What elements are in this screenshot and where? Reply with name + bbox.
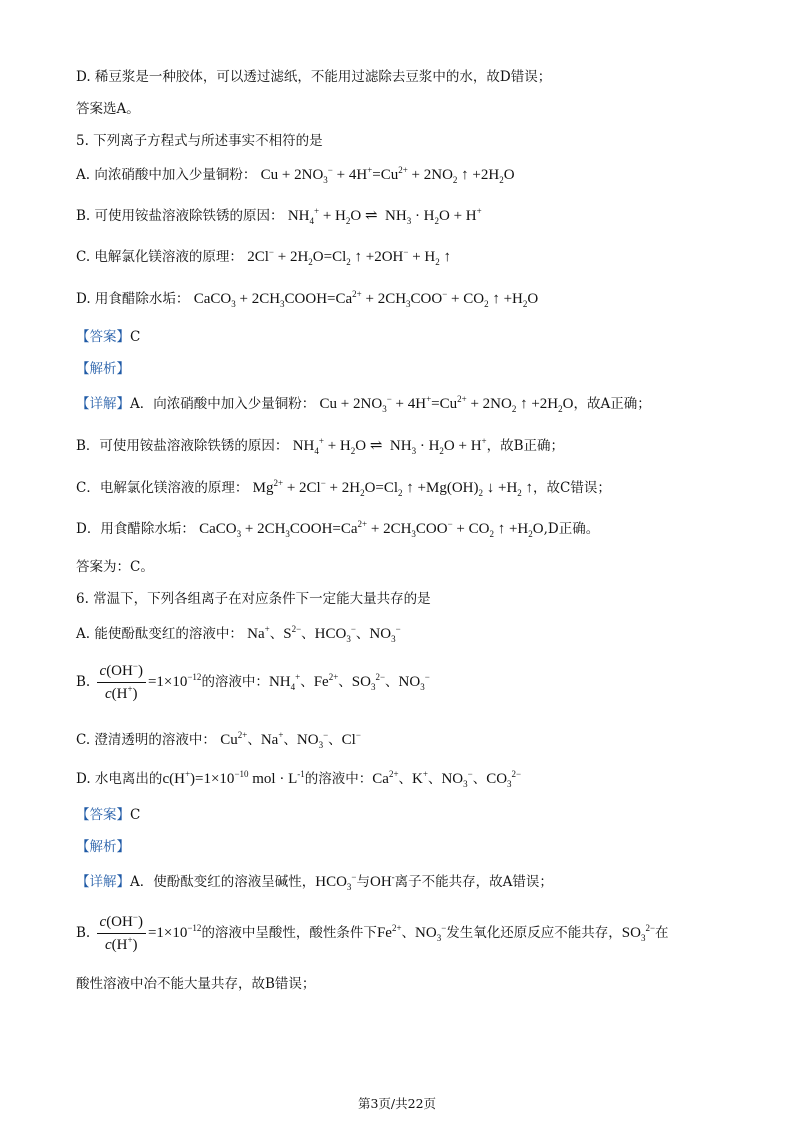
q5-option-d: D. 用食醋除水垢： CaCO$_3$ + $2CH_3COOH=Ca^{2+} + 2CH_3COO^- + CO_2$ ↑ $+H_2O$ <box>76 289 539 309</box>
q5-detail-b: B．可使用铵盐溶液除铁锈的原因： $NH_4^+ + H_2O$ ⇌ $NH_3 \cdot H_2O + H^+$，故B正确； <box>76 436 565 456</box>
q6-detail-b: B. $\frac{c(OH^-)}{c(H^+)}$ $=1\times 10^{-12}$的溶液中呈酸性，酸性条件下$Fe^{2+}$、$NO_3^-$发生氧化还原反应不能共存，$SO_3^{2-}$在 <box>76 912 669 953</box>
q5-detail-a: 【详解】A．向浓硝酸中加入少量铜粉： $Cu + 2NO_3^- + 4H^+=Cu^{2+} + 2NO_2$ ↑ $+2H_2O$，故A正确； <box>76 394 651 414</box>
q4-answer-line: 答案选A。 <box>76 101 140 117</box>
q4-option-d: D. 稀豆浆是一种胶体，可以透过滤纸，不能用过滤除去豆浆中的水，故D错误； <box>76 69 552 85</box>
q5-equation-c: $2Cl^- + 2H_2O=Cl_2$ ↑ $+2OH^- + H_2$ ↑ <box>247 247 452 267</box>
q5-equation-d: CaCO$_3$ + $2CH_3COOH=Ca^{2+} + 2CH_3COO^- + CO_2$ ↑ $+H_2O$ <box>193 289 539 309</box>
q5-option-c: C. 电解氯化镁溶液的原理： $2Cl^- + 2H_2O=Cl_2$ ↑ $+2OH^- + H_2$ ↑ <box>76 247 452 267</box>
q6-analysis-tag: 【解析】 <box>76 839 130 855</box>
q6-detail-a: 【详解】A．使酚酞变红的溶液呈碱性，$HCO_3^-$与OH-离子不能共存，故A错误； <box>76 872 553 892</box>
q5-stem: 5. 下列离子方程式与所述事实不相符的是 <box>76 133 323 149</box>
q5-detail-c: C．电解氯化镁溶液的原理： $Mg^{2+} + 2Cl^- + 2H_2O=Cl_2$ ↑ $+Mg(OH)_2$ ↓ $+H_2$ ↑，故C错误； <box>76 478 611 498</box>
oh-over-h-fraction: $\frac{c(OH^-)}{c(H^+)}$ <box>97 661 146 704</box>
q5-detail-d: D．用食醋除水垢： CaCO$_3$ + $2CH_3COOH=Ca^{2+} + 2CH_3COO^- + CO_2$ ↑ $+H_2O,D$正确。 <box>76 519 600 539</box>
q6-option-d: D. 水电离出的$c(H^+)=1\times 10^{-10}$ mol · $L^{-1}$的溶液中：$Ca^{2+}$、K+、$NO_3^-$、$CO_3^{2-}$ <box>76 769 522 789</box>
detail-oh-over-h-fraction: $\frac{c(OH^-)}{c(H^+)}$ <box>97 912 146 955</box>
q5-equation-a: $Cu + 2NO_3^- + 4H^+=Cu^{2+} + 2NO_2$ ↑ $+2H_2O$ <box>260 165 515 185</box>
q5-option-a: A. 向浓硝酸中加入少量铜粉： $Cu + 2NO_3^- + 4H^+=Cu^{2+} + 2NO_2$ ↑ $+2H_2O$ <box>76 165 515 185</box>
q6-option-b: B. $\frac{c(OH^-)}{c(H^+)}$ $=1\times 10^{-12}$的溶液中：$NH_4^+$、$Fe^{2+}$、$SO_3^{2-}$、$NO_3^-$ <box>76 661 430 702</box>
page-footer: 第3页/共22页 <box>357 1096 437 1111</box>
q6-option-a: A. 能使酚酞变红的溶液中： Na+、$S^{2-}$、$HCO_3^-$、$NO_3^-$ <box>76 624 401 644</box>
q5-analysis-tag: 【解析】 <box>76 361 130 377</box>
q6-answer: 【答案】C <box>76 807 141 823</box>
q5-option-b: B. 可使用铵盐溶液除铁锈的原因： $NH_4^+ + H_2O$ ⇌ $NH_3 \cdot H_2O + H^+$ <box>76 206 482 226</box>
q5-answer: 【答案】C <box>76 329 141 345</box>
q5-conclusion: 答案为：C。 <box>76 559 154 575</box>
q6-detail-b-cont: 酸性溶液中冶不能大量共存，故B错误； <box>76 976 316 992</box>
q6-stem: 6. 常温下，下列各组离子在对应条件下一定能大量共存的是 <box>76 591 431 607</box>
q5-equation-b: $NH_4^+ + H_2O$ ⇌ $NH_3 \cdot H_2O + H^+$ <box>287 206 482 226</box>
q6-option-c: C. 澄清透明的溶液中： $Cu^{2+}$、Na+、$NO_3^-$、Cl− <box>76 730 361 750</box>
